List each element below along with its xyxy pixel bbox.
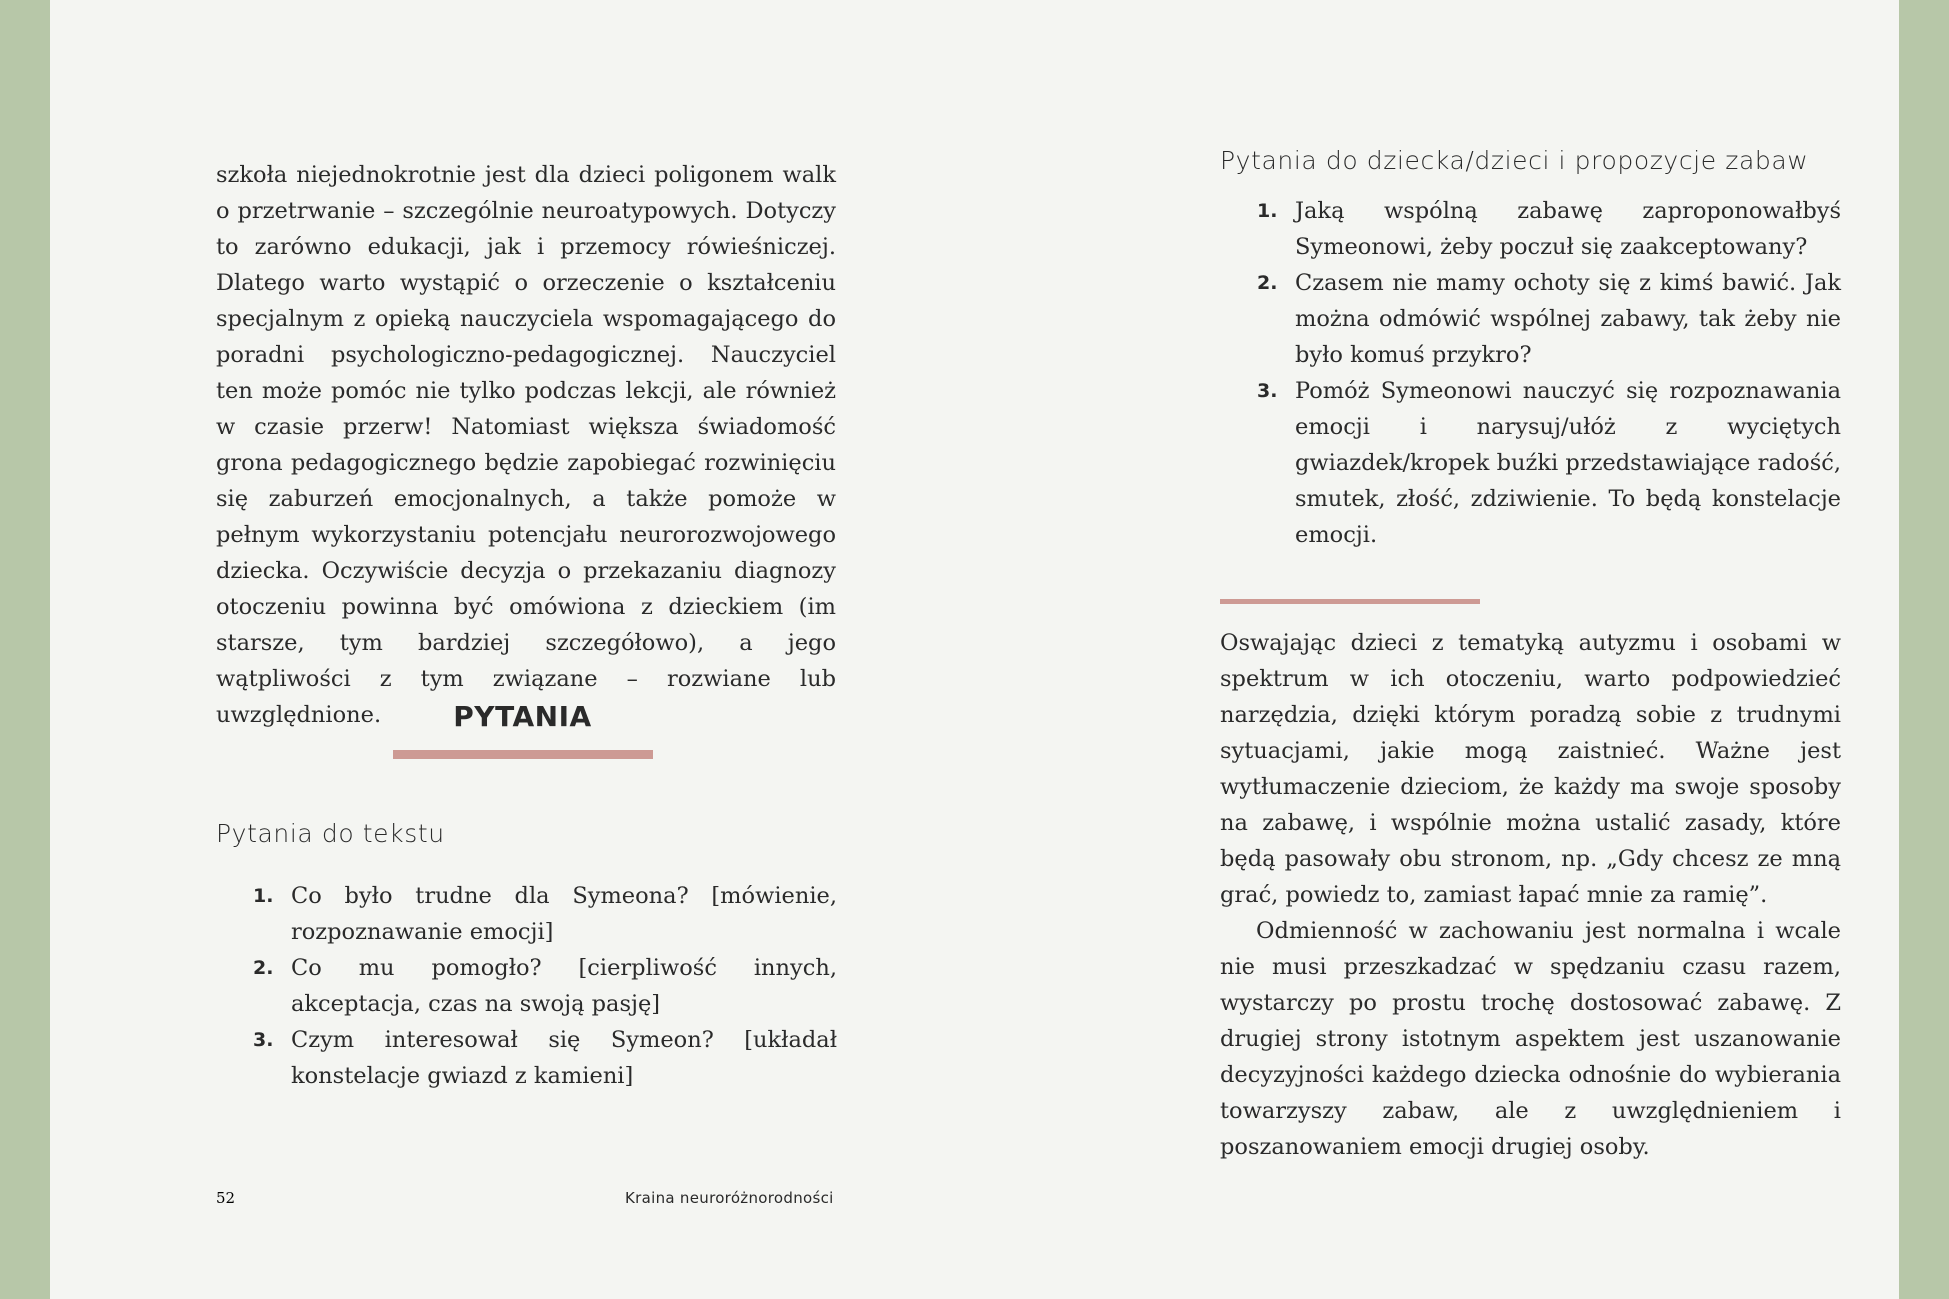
list-number: 3.	[253, 1029, 274, 1051]
page-number: 52	[216, 1189, 236, 1207]
list-item-text: Czym interesował się Symeon? [układał konstelacje gwiazd z kamieni]	[291, 1027, 837, 1089]
list-item	[1257, 265, 1841, 373]
text-questions-list	[253, 878, 837, 1094]
list-item	[253, 950, 837, 1022]
section-title-underline	[393, 750, 653, 759]
section-title: PYTANIA	[453, 700, 592, 733]
list-item	[253, 1022, 837, 1094]
right-body	[1220, 625, 1841, 1165]
list-item	[1257, 193, 1841, 265]
list-item	[253, 878, 837, 950]
list-number: 2.	[1257, 272, 1278, 294]
subheading-text-questions: Pytania do tekstu	[216, 819, 445, 848]
subheading-child-questions: Pytania do dziecka/dzieci i propozycje zabaw	[1220, 146, 1809, 175]
right-body-paragraph-1: Oswajając dzieci z tematyką autyzmu i osobami w spektrum w ich otoczeniu, warto podpowiedzieć narzędzia, dzięki którym poradzą sobie z trudnymi sytuacjami, jakie mogą zaistnieć. Ważne jest wytłumaczenie dzieciom, że każdy ma swoje sposoby na zabawę, i wspólnie można ustalić zasady, które będą pasowały obu stronom, np. „Gdy chcesz ze mną grać, powiedz to, zamiast łapać mnie za ramię”.	[1220, 630, 1841, 908]
left-body-paragraph: szkoła niejednokrotnie jest dla dzieci poligonem walk o przetrwanie – szczególnie neuroatypowych. Dotyczy to zarówno edukacji, jak i przemocy rówieśniczej. Dlatego warto wystąpić o orzeczenie o kształceniu specjalnym z opieką nauczyciela wspomagającego do poradni psychologiczno-pedagogicznej. Nauczyciel ten może pomóc nie tylko podczas lekcji, ale również w czasie przerw! Natomiast większa świadomość grona pedagogicznego będzie zapobiegać rozwinięciu się zaburzeń emocjonalnych, a także pomoże w pełnym wykorzystaniu potencjału neurorozwojowego dziecka. Oczywiście decyzja o przekazaniu diagnozy otoczeniu powinna być omówiona z dzieckiem (im starsze, tym bardziej szczegółowo), a jego wątpliwości z tym związane – rozwiane lub uwzględnione.	[216, 162, 836, 728]
list-number: 1.	[1257, 200, 1278, 222]
list-item-text: Czasem nie mamy ochoty się z kimś bawić. Jak można odmówić wspólnej zabawy, tak żeby nie było komuś przykro?	[1295, 270, 1841, 368]
list-number: 3.	[1257, 380, 1278, 402]
right-body-paragraph-2: Odmienność w zachowaniu jest normalna i wcale nie musi przeszkadzać w spędzaniu czasu razem, wystarczy po prostu trochę dostosować zabawę. Z drugiej strony istotnym aspektem jest uszanowanie decyzyjności każdego dziecka odnośnie do wybierania towarzyszy zabaw, ale z uwzględnieniem i poszanowaniem emocji drugiej osoby.	[1220, 918, 1841, 1160]
child-questions-list	[1257, 193, 1841, 553]
list-item-text: Co było trudne dla Symeona? [mówienie, rozpoznawanie emocji]	[291, 883, 837, 945]
list-item	[1257, 373, 1841, 553]
book-spread	[50, 0, 1899, 1299]
running-title: Kraina neuroróżnorodności	[625, 1189, 834, 1207]
divider-rule	[1220, 599, 1480, 604]
list-number: 1.	[253, 885, 274, 907]
list-item-text: Co mu pomogło? [cierpliwość innych, akceptacja, czas na swoją pasję]	[291, 955, 837, 1017]
list-item-text: Pomóż Symeonowi nauczyć się rozpoznawania emocji i narysuj/ułóż z wyciętych gwiazdek/kropek buźki przedstawiające radość, smutek, złość, zdziwienie. To będą konstelacje emocji.	[1295, 378, 1841, 548]
list-number: 2.	[253, 957, 274, 979]
list-item-text: Jaką wspólną zabawę zaproponowałbyś Symeonowi, żeby poczuł się zaakceptowany?	[1295, 198, 1841, 260]
